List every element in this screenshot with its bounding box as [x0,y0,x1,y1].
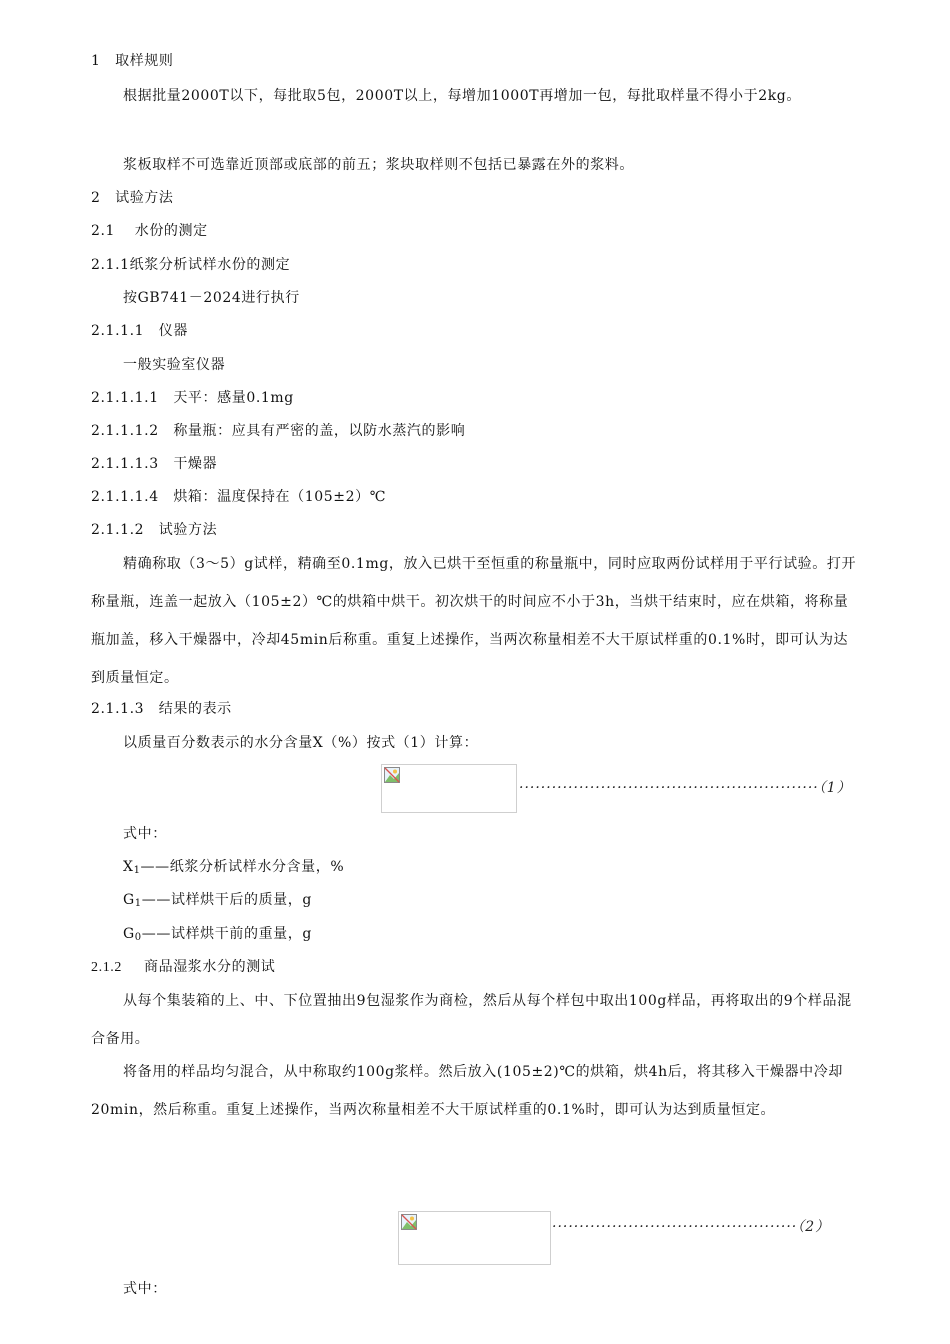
heading-2-1-1: 2.1.1纸浆分析试样水份的测定 [91,257,291,273]
symbol-g: G [123,926,135,942]
paragraph-wet-pulp-procedure: 将备用的样品均匀混合，从中称取约100g浆样。然后放入(105±2)℃的烘箱，烘4h后，将其移入干燥器中冷却20min，然后称重。重复上述操作，当两次称量相差不大干原试样重的0.1%时，即可认为达到质量恒定。 [91,1064,843,1118]
definition-text: ——试样烘干后的质量，g [141,892,312,908]
heading-2-1-1-2: 2.1.1.2 试验方法 [91,522,218,538]
heading-number: 2.1.2 [91,960,122,975]
heading-2-1-1-3: 2.1.1.3 结果的表示 [91,701,232,717]
paragraph-sampling-exclusion: 浆板取样不可选靠近顶部或底部的前五；浆块取样则不包括已暴露在外的浆料。 [123,157,634,173]
broken-image-icon [384,767,400,783]
formula-1-image [381,764,517,813]
equation-2-leader: ·············································（2） [552,1219,831,1235]
item-weighing-bottle: 2.1.1.1.2 称量瓶：应具有严密的盖，以防水蒸汽的影响 [91,423,466,439]
paragraph-wet-pulp-sampling: 从每个集装箱的上、中、下位置抽出9包湿浆作为商检，然后从每个样包中取出100g样品，再将取出的9个样品混合备用。 [91,993,852,1047]
item-balance: 2.1.1.1.1 天平：感量0.1mg [91,390,294,406]
where-label-2: 式中： [123,1281,167,1297]
heading-2-1-1-1: 2.1.1.1 仪器 [91,323,188,339]
subscript: 1 [133,865,141,876]
item-oven: 2.1.1.1.4 烘箱：温度保持在（105±2）℃ [91,489,386,505]
where-label-1: 式中： [123,826,167,842]
subscript: 1 [134,898,142,909]
subscript: 0 [134,932,142,943]
definition-g1 [123,890,312,914]
paragraph-test-method: 精确称取（3～5）g试样，精确至0.1mg，放入已烘干至恒重的称量瓶中，同时应取两份试样用于平行试验。打开称量瓶，连盖一起放入（105±2）℃的烘箱中烘干。初次烘干的时间应不小于3h，当烘干结束时，应在烘箱，将称量瓶加盖，移入干燥器中，冷却45min后称重。重复上述操作，当两次称量相差不大干原试样重的0.1%时，即可认为达到质量恒定。 [91,556,857,686]
paragraph-sampling-rule: 根据批量2000T以下，每批取5包，2000T以上，每增加1000T再增加一包，每批取样量不得小于2kg。 [123,88,801,104]
paragraph-instruments: 一般实验室仪器 [123,357,226,373]
equation-1-leader: ·······················································（1） [519,780,852,796]
paragraph-standard-ref: 按GB741－2024进行执行 [123,290,300,306]
definition-g0 [123,924,312,948]
symbol-g: G [123,892,135,908]
heading-2-1-2 [91,957,275,978]
definition-text: ——纸浆分析试样水分含量，% [140,859,345,875]
section-2-title: 2 试验方法 [91,190,174,206]
broken-image-icon [401,1214,417,1230]
heading-title: 商品湿浆水分的测试 [144,959,276,975]
heading-2-1: 2.1 水份的测定 [91,223,208,239]
section-1-title: 1 取样规则 [91,53,174,69]
symbol-x: X [123,859,134,875]
definition-x1 [123,857,344,881]
formula-2-image [398,1211,551,1265]
definition-text: ——试样烘干前的重量，g [141,926,312,942]
paragraph-result-expression: 以质量百分数表示的水分含量X（%）按式（1）计算： [123,735,479,751]
item-desiccator: 2.1.1.1.3 干燥器 [91,456,218,472]
